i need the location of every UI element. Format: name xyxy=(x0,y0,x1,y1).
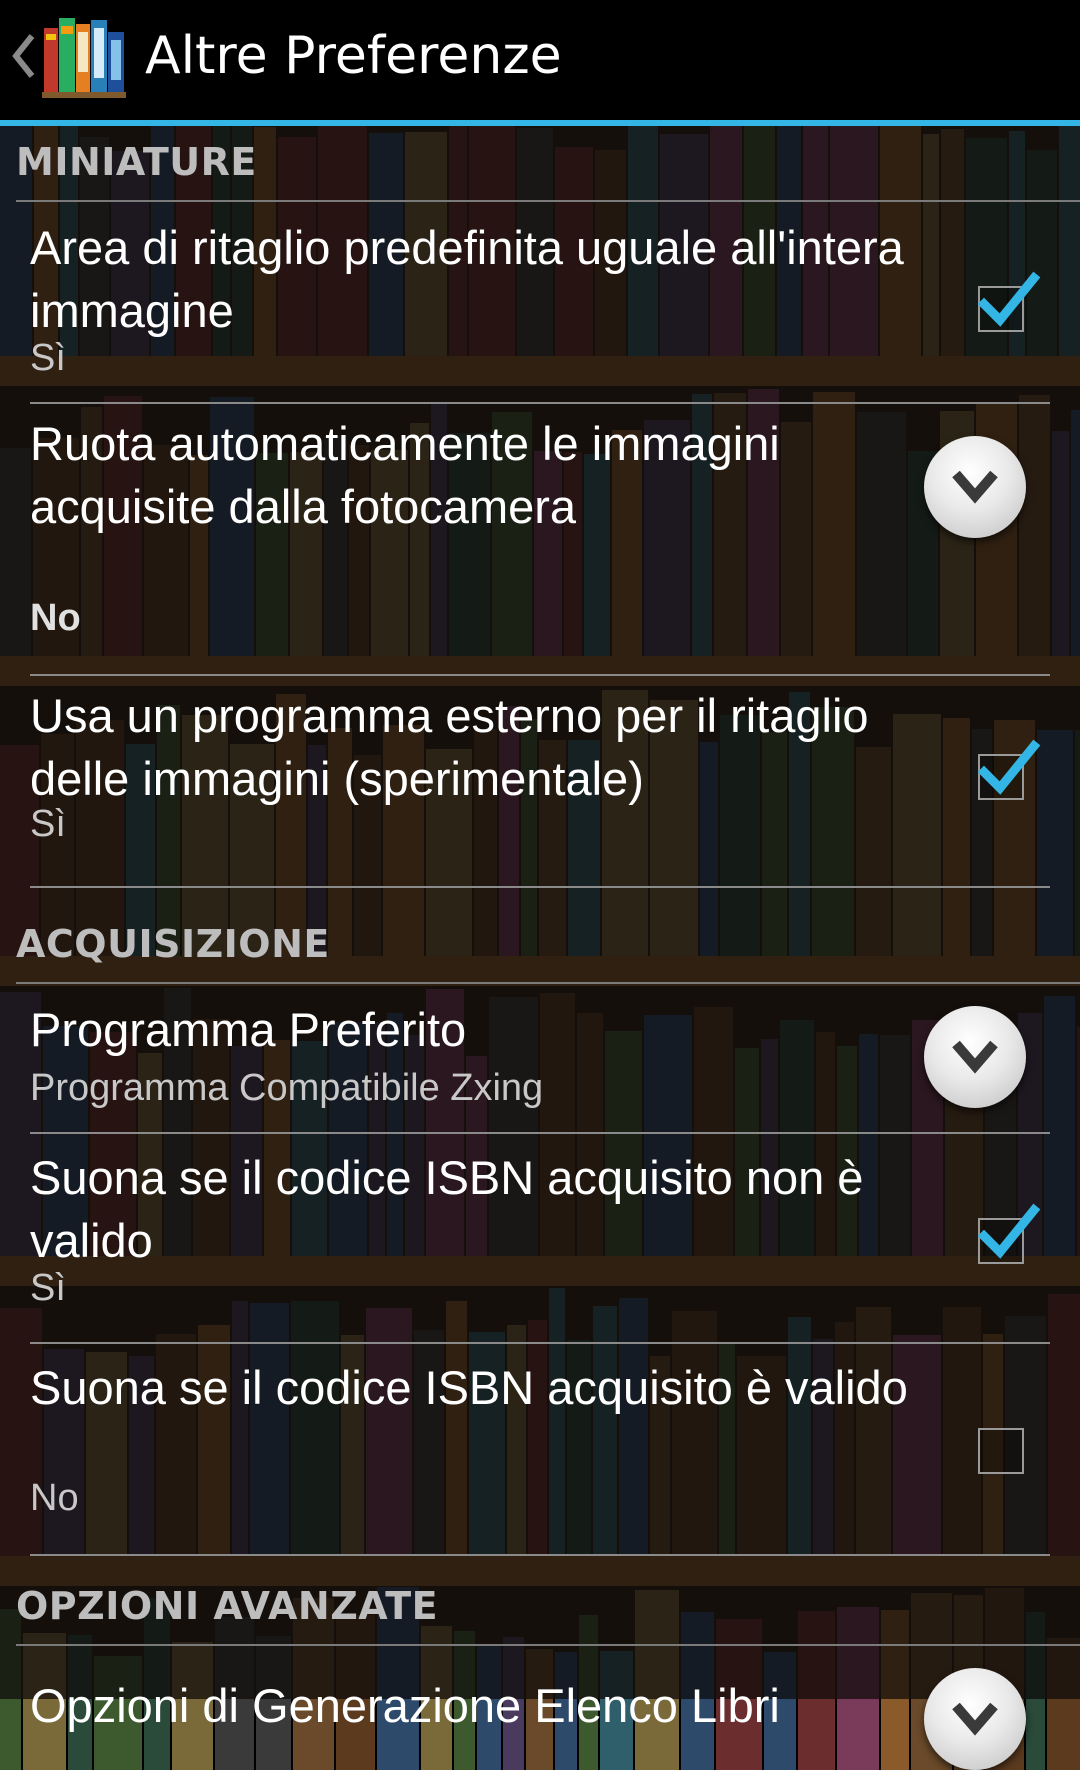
check-mark-icon xyxy=(976,1202,1040,1262)
pref-title: Suona se il codice ISBN acquisito è valido xyxy=(30,1361,908,1414)
page-title: Altre Preferenze xyxy=(145,26,562,86)
pref-summary: No xyxy=(30,597,81,639)
checkbox-checked[interactable] xyxy=(978,1218,1024,1264)
books-app-logo-icon[interactable] xyxy=(42,14,126,98)
item-divider xyxy=(30,886,1050,888)
checkbox-checked[interactable] xyxy=(978,754,1024,800)
pref-title: Area di ritaglio predefinita uguale all'intera immagine xyxy=(30,221,904,337)
category-divider xyxy=(16,200,1080,202)
checkbox-unchecked[interactable] xyxy=(978,1428,1024,1474)
chevron-down-icon xyxy=(950,1036,1000,1076)
chevron-down-icon xyxy=(950,1698,1000,1738)
pref-summary: Sì xyxy=(30,803,66,845)
category-header-opzioni-avanzate: OPZIONI AVANZATE xyxy=(16,1584,439,1628)
dropdown-button[interactable] xyxy=(924,1668,1026,1770)
item-divider xyxy=(30,1132,1050,1134)
pref-title: Usa un programma esterno per il ritaglio delle immagini (sperimentale) xyxy=(30,689,869,805)
pref-book-list-generation[interactable] xyxy=(0,1648,1080,1732)
dropdown-button[interactable] xyxy=(924,436,1026,538)
pref-preferred-program[interactable] xyxy=(0,986,1080,1136)
pref-external-crop-program[interactable] xyxy=(0,678,1080,890)
pref-summary: Programma Compatibile Zxing xyxy=(30,1067,544,1109)
category-divider xyxy=(16,1644,1080,1646)
action-bar-accent-line xyxy=(0,120,1080,126)
pref-crop-full-image[interactable] xyxy=(0,206,1080,406)
pref-auto-rotate[interactable] xyxy=(0,406,1080,676)
chevron-down-icon xyxy=(950,466,1000,506)
category-header-acquisizione: ACQUISIZIONE xyxy=(16,922,330,966)
pref-title: Programma Preferito xyxy=(30,1003,467,1056)
pref-title: Suona se il codice ISBN acquisito non è valido xyxy=(30,1151,864,1267)
pref-title: Ruota automaticamente le immagini acquisite dalla fotocamera xyxy=(30,417,780,533)
pref-summary: Sì xyxy=(30,1267,66,1309)
pref-summary: Sì xyxy=(30,337,66,379)
back-caret-icon[interactable] xyxy=(10,30,36,82)
category-divider xyxy=(16,982,1080,984)
item-divider xyxy=(30,674,1050,676)
category-header-miniature: MINIATURE xyxy=(16,140,257,184)
checkbox-checked[interactable] xyxy=(978,286,1024,332)
check-mark-icon xyxy=(976,738,1040,798)
item-divider xyxy=(30,1342,1050,1344)
pref-sound-isbn-valid[interactable] xyxy=(0,1348,1080,1558)
pref-sound-isbn-invalid[interactable] xyxy=(0,1136,1080,1346)
action-bar xyxy=(0,0,1080,120)
pref-summary: No xyxy=(30,1477,79,1519)
item-divider xyxy=(30,1554,1050,1556)
preference-list[interactable] xyxy=(0,126,1080,1732)
pref-title: Opzioni di Generazione Elenco Libri xyxy=(30,1679,780,1732)
check-mark-icon xyxy=(976,270,1040,330)
dropdown-button[interactable] xyxy=(924,1006,1026,1108)
item-divider xyxy=(30,402,1050,404)
